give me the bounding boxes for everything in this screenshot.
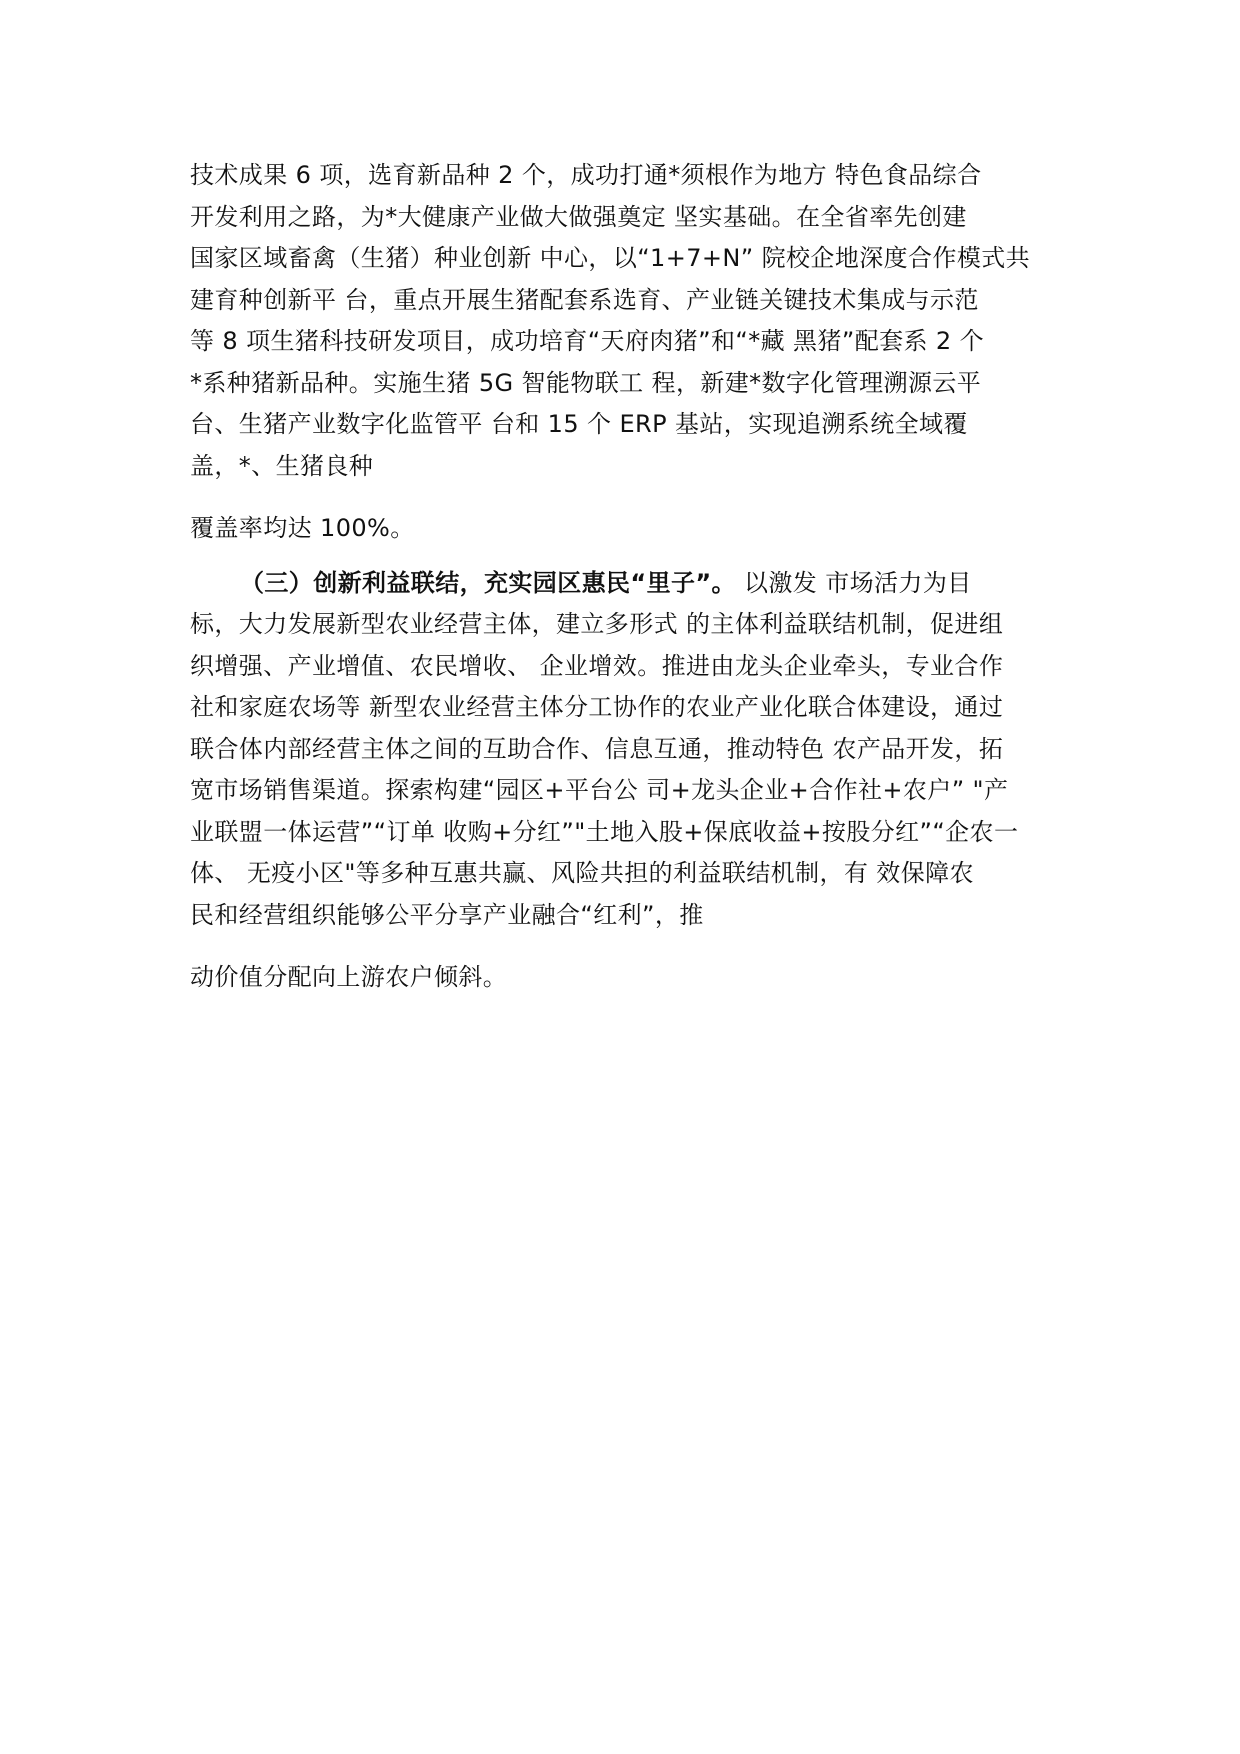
paragraph-2-line-5: 宽市场销售渠道。探索构建“园区+平台公 司+龙头企业+合作社+农户” "产 (190, 776, 1009, 804)
paragraph-1-line-8: 盖，*、生猪良种 (190, 452, 374, 480)
paragraph-2-line-1: 标，大力发展新型农业经营主体，建立多形式 的主体利益联结机制，促进组 (190, 610, 1004, 638)
paragraph-2-line-6: 业联盟一体运营”“订单 收购+分红”"土地入股+保底收益+按股分红”“企农一 (190, 818, 1019, 846)
paragraph-2-first-text: 以激发 市场活力为目 (743, 569, 972, 597)
paragraph-2-line-4: 联合体内部经营主体之间的互助合作、信息互通，推动特色 农产品开发，拓 (190, 735, 1004, 763)
paragraph-1-line-1: 技术成果 6 项，选育新品种 2 个，成功打通*须根作为地方 特色食品综合 (190, 161, 982, 189)
paragraph-2-line-3: 社和家庭农场等 新型农业经营主体分工协作的农业产业化联合体建设，通过 (190, 693, 1004, 721)
paragraph-2-line-8: 民和经营组织能够公平分享产业融合“红利”，推 (190, 901, 704, 929)
paragraph-1-line-3: 国家区域畜禽（生猪）种业创新 中心，以“1+7+N” 院校企地深度合作模式共 (190, 244, 1031, 272)
paragraph-2-line-2: 织增强、产业增值、农民增收、 企业增效。推进由龙头企业牵头，专业合作 (190, 652, 1004, 680)
paragraph-2-first-line (190, 566, 1060, 600)
paragraph-1-line-7: 台、生猪产业数字化监管平 台和 15 个 ERP 基站，实现追溯系统全域覆 (190, 410, 968, 438)
paragraph-1-line-2: 开发利用之路，为*大健康产业做大做强奠定 坚实基础。在全省率先创建 (190, 203, 967, 231)
paragraph-1-line-6: *系种猪新品种。实施生猪 5G 智能物联工 程，新建*数字化管理溯源云平 (190, 369, 982, 397)
section-heading: （三）创新利益联结，充实园区惠民“里子”。 (240, 569, 736, 597)
paragraph-2-tail: 动价值分配向上游农户倾斜。 (190, 963, 508, 991)
paragraph-1-line-4: 建育种创新平 台，重点开展生猪配套系选育、产业链关键技术集成与示范 (190, 286, 979, 314)
paragraph-2-line-7: 体、 无疫小区"等多种互惠共赢、风险共担的利益联结机制，有 效保障农 (190, 859, 974, 887)
paragraph-1-tail: 覆盖率均达 100%。 (190, 514, 415, 542)
paragraph-1-line-5: 等 8 项生猪科技研发项目，成功培育“天府肉猪”和“*藏 黑猪”配套系 2 个 (190, 327, 985, 355)
